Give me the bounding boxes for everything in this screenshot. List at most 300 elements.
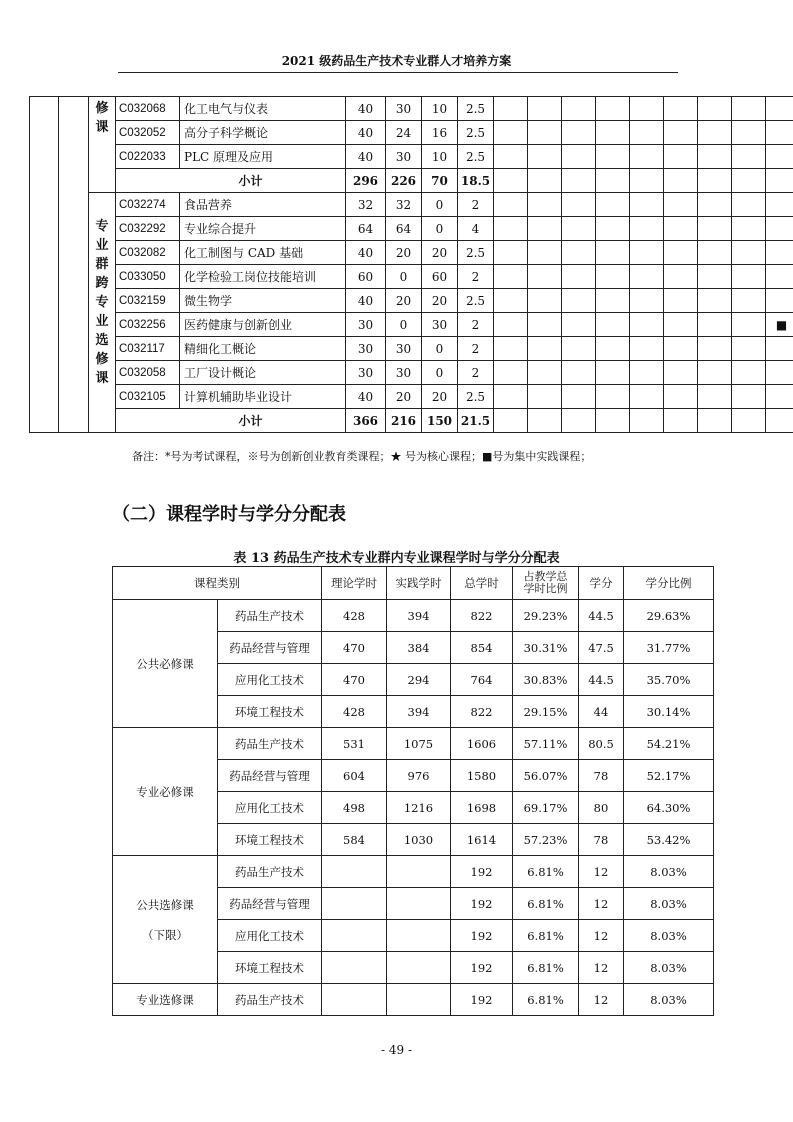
total-hours: 30: [346, 337, 386, 361]
practice-hours: 384: [387, 632, 451, 664]
semester-cell: [630, 169, 664, 193]
major-name: 应用化工技术: [218, 664, 322, 696]
header-category: 课程类别: [113, 567, 322, 600]
semester-cell: [494, 217, 528, 241]
semester-cell: [494, 289, 528, 313]
subtotal-total: 366: [346, 409, 386, 433]
theory-hours: 428: [322, 696, 387, 728]
hours-ratio: 29.23%: [513, 600, 579, 632]
semester-cell: [562, 193, 596, 217]
semester-cell: [494, 145, 528, 169]
total-hours: 1614: [451, 824, 513, 856]
semester-cell: [562, 265, 596, 289]
semester-cell: [698, 169, 732, 193]
hours-ratio: 57.23%: [513, 824, 579, 856]
major-name: 药品生产技术: [218, 856, 322, 888]
semester-cell: [528, 289, 562, 313]
semester-cell: [732, 217, 766, 241]
mark-cell: [766, 193, 793, 217]
total-hours: 32: [346, 193, 386, 217]
course-row: [30, 361, 793, 385]
practice-hours: 20: [422, 241, 458, 265]
mark-cell: [766, 337, 793, 361]
semester-cell: [664, 313, 698, 337]
course-row: [30, 145, 793, 169]
semester-cell: [528, 409, 562, 433]
semester-cell: [562, 409, 596, 433]
semester-cell: [630, 337, 664, 361]
credit: 12: [579, 920, 624, 952]
theory-hours: 24: [386, 121, 422, 145]
course-name: 化学检验工岗位技能培训: [180, 265, 346, 289]
semester-cell: [630, 361, 664, 385]
hours-ratio: 6.81%: [513, 888, 579, 920]
semester-cell: [698, 289, 732, 313]
semester-cell: [698, 145, 732, 169]
course-code: C033050: [116, 265, 180, 289]
semester-cell: [698, 217, 732, 241]
semester-cell: [732, 289, 766, 313]
semester-cell: [596, 289, 630, 313]
major-name: 药品经营与管理: [218, 888, 322, 920]
semester-cell: [596, 409, 630, 433]
theory-hours: [322, 888, 387, 920]
course-code: C032082: [116, 241, 180, 265]
major-name: 药品经营与管理: [218, 760, 322, 792]
semester-cell: [596, 193, 630, 217]
mark-cell: [766, 217, 793, 241]
course-category-name: 公共必修课: [136, 656, 194, 671]
course-category: [113, 856, 218, 984]
total-hours: 40: [346, 97, 386, 121]
distribution-row: [113, 984, 714, 1016]
semester-cell: [562, 169, 596, 193]
total-hours: 192: [451, 856, 513, 888]
subtotal-practice: 150: [422, 409, 458, 433]
practice-hours: 1216: [387, 792, 451, 824]
theory-hours: 0: [386, 265, 422, 289]
total-hours: 822: [451, 600, 513, 632]
theory-hours: 32: [386, 193, 422, 217]
semester-cell: [630, 121, 664, 145]
semester-cell: [698, 241, 732, 265]
major-name: 药品生产技术: [218, 984, 322, 1016]
course-category-name: 公共选修课: [136, 897, 194, 912]
semester-cell: [596, 97, 630, 121]
semester-cell: [664, 385, 698, 409]
major-name: 药品生产技术: [218, 600, 322, 632]
course-name: 高分子科学概论: [180, 121, 346, 145]
semester-cell: [596, 145, 630, 169]
header-credit-ratio: 学分比例: [624, 567, 714, 600]
course-category: [113, 728, 218, 856]
semester-cell: [494, 265, 528, 289]
credit: 44: [579, 696, 624, 728]
credit-ratio: 30.14%: [624, 696, 714, 728]
total-hours: 30: [346, 313, 386, 337]
total-hours: 192: [451, 952, 513, 984]
semester-cell: [528, 265, 562, 289]
major-name: 环境工程技术: [218, 696, 322, 728]
semester-cell: [698, 385, 732, 409]
semester-cell: [766, 409, 793, 433]
course-category-name: 专业选修课: [136, 992, 194, 1007]
table-caption: 表 13 药品生产技术专业群内专业课程学时与学分分配表: [233, 551, 560, 566]
credit: 2.5: [458, 145, 494, 169]
credit: 80: [579, 792, 624, 824]
course-name: 化工制图与 CAD 基础: [180, 241, 346, 265]
hours-ratio: 56.07%: [513, 760, 579, 792]
course-row: [30, 97, 793, 121]
credit: 78: [579, 824, 624, 856]
practice-hours: 20: [422, 385, 458, 409]
credit: 44.5: [579, 600, 624, 632]
credit-ratio: 8.03%: [624, 888, 714, 920]
header-ratio-line2: 学时比例: [523, 582, 568, 595]
hours-ratio: 57.11%: [513, 728, 579, 760]
mark-cell: [766, 289, 793, 313]
practice-hours: 30: [422, 313, 458, 337]
semester-cell: [528, 313, 562, 337]
credit-ratio: 52.17%: [624, 760, 714, 792]
semester-cell: [664, 169, 698, 193]
semester-cell: [528, 97, 562, 121]
course-code: C032068: [116, 97, 180, 121]
semester-cell: [698, 313, 732, 337]
major-name: 应用化工技术: [218, 920, 322, 952]
practice-hours: 0: [422, 193, 458, 217]
semester-cell: [562, 145, 596, 169]
credit: 2: [458, 265, 494, 289]
credit: 47.5: [579, 632, 624, 664]
semester-cell: [528, 361, 562, 385]
course-name: 计算机辅助毕业设计: [180, 385, 346, 409]
course-name: 精细化工概论: [180, 337, 346, 361]
semester-cell: [630, 265, 664, 289]
course-code: C022033: [116, 145, 180, 169]
semester-cell: [494, 97, 528, 121]
theory-hours: 64: [386, 217, 422, 241]
subtotal-theory: 216: [386, 409, 422, 433]
course-code: C032058: [116, 361, 180, 385]
header-credit: 学分: [579, 567, 624, 600]
semester-cell: [528, 385, 562, 409]
semester-cell: [732, 313, 766, 337]
category-col-2: [59, 97, 89, 433]
subtotal-theory: 226: [386, 169, 422, 193]
running-header: 2021 级药品生产技术专业群人才培养方案: [281, 54, 512, 68]
total-hours: 60: [346, 265, 386, 289]
semester-cell: [664, 337, 698, 361]
course-category: [113, 600, 218, 728]
semester-cell: [732, 385, 766, 409]
total-hours: 1606: [451, 728, 513, 760]
credit-ratio: 29.63%: [624, 600, 714, 632]
semester-cell: [494, 169, 528, 193]
semester-cell: [630, 313, 664, 337]
theory-hours: 0: [386, 313, 422, 337]
semester-cell: [596, 361, 630, 385]
semester-cell: [664, 241, 698, 265]
course-row: [30, 337, 793, 361]
credit: 12: [579, 984, 624, 1016]
hours-ratio: 6.81%: [513, 856, 579, 888]
hours-ratio: 6.81%: [513, 920, 579, 952]
hours-ratio: 6.81%: [513, 984, 579, 1016]
semester-cell: [732, 361, 766, 385]
course-name: 工厂设计概论: [180, 361, 346, 385]
semester-cell: [630, 217, 664, 241]
credit-ratio: 8.03%: [624, 952, 714, 984]
hours-ratio: 69.17%: [513, 792, 579, 824]
practice-hours: 394: [387, 600, 451, 632]
total-hours: 1698: [451, 792, 513, 824]
hours-credits-table: [112, 566, 714, 1016]
subtotal-credit: 18.5: [458, 169, 494, 193]
semester-cell: [732, 241, 766, 265]
theory-hours: 20: [386, 241, 422, 265]
total-hours: 822: [451, 696, 513, 728]
semester-cell: [698, 121, 732, 145]
course-name: PLC 原理及应用: [180, 145, 346, 169]
semester-cell: [562, 385, 596, 409]
theory-hours: [322, 856, 387, 888]
semester-cell: [664, 409, 698, 433]
practice-hours: 20: [422, 289, 458, 313]
semester-cell: [528, 169, 562, 193]
course-name: 专业综合提升: [180, 217, 346, 241]
theory-hours: 30: [386, 145, 422, 169]
practice-hours: 394: [387, 696, 451, 728]
semester-cell: [630, 409, 664, 433]
total-hours: 192: [451, 920, 513, 952]
credit: 2.5: [458, 385, 494, 409]
semester-cell: [732, 337, 766, 361]
credit: 2.5: [458, 121, 494, 145]
credit-ratio: 64.30%: [624, 792, 714, 824]
subtotal-label: 小计: [116, 169, 346, 193]
header-ratio: [513, 567, 579, 600]
subtotal-practice: 70: [422, 169, 458, 193]
page-number: - 49 -: [380, 1043, 412, 1057]
semester-cell: [596, 241, 630, 265]
semester-cell: [698, 265, 732, 289]
semester-cell: [596, 337, 630, 361]
mark-cell: [766, 361, 793, 385]
semester-cell: [698, 361, 732, 385]
semester-cell: [494, 193, 528, 217]
major-name: 环境工程技术: [218, 824, 322, 856]
course-code: C032274: [116, 193, 180, 217]
semester-cell: [732, 121, 766, 145]
mark-cell: [766, 385, 793, 409]
semester-cell: [562, 289, 596, 313]
theory-hours: 30: [386, 361, 422, 385]
practice-hours: 60: [422, 265, 458, 289]
credit: 44.5: [579, 664, 624, 696]
hours-ratio: 30.83%: [513, 664, 579, 696]
header-ratio-line1: 占教学总: [523, 570, 568, 583]
semester-cell: [596, 217, 630, 241]
mark-cell: [766, 241, 793, 265]
semester-cell: [528, 217, 562, 241]
semester-cell: [698, 193, 732, 217]
semester-cell: [732, 193, 766, 217]
total-hours: 30: [346, 361, 386, 385]
mark-cell: [766, 97, 793, 121]
distribution-row: [113, 856, 714, 888]
credit: 2: [458, 193, 494, 217]
theory-hours: 30: [386, 97, 422, 121]
credit-ratio: 35.70%: [624, 664, 714, 696]
semester-cell: [494, 241, 528, 265]
subtotal-row: [30, 409, 793, 433]
subtotal-row: [30, 169, 793, 193]
total-hours: 192: [451, 984, 513, 1016]
semester-cell: [732, 409, 766, 433]
semester-cell: [732, 265, 766, 289]
theory-hours: [322, 952, 387, 984]
total-hours: 40: [346, 385, 386, 409]
course-code: C032159: [116, 289, 180, 313]
course-list-table: [29, 96, 793, 433]
distribution-row: [113, 600, 714, 632]
category-col-1: [30, 97, 59, 433]
semester-cell: [664, 193, 698, 217]
course-code: C032105: [116, 385, 180, 409]
section-heading: （二）课程学时与学分分配表: [112, 504, 346, 525]
course-row: [30, 265, 793, 289]
practice-hours: [387, 952, 451, 984]
course-name: 医药健康与创新创业: [180, 313, 346, 337]
semester-cell: [562, 361, 596, 385]
practice-hours: 1075: [387, 728, 451, 760]
credit: 4: [458, 217, 494, 241]
total-hours: 40: [346, 121, 386, 145]
table-header-row: [113, 567, 714, 600]
credit-ratio: 31.77%: [624, 632, 714, 664]
semester-cell: [528, 337, 562, 361]
semester-cell: [630, 145, 664, 169]
semester-cell: [494, 337, 528, 361]
practice-hours: 294: [387, 664, 451, 696]
semester-cell: [596, 121, 630, 145]
credit-ratio: 8.03%: [624, 920, 714, 952]
practice-hours: 10: [422, 97, 458, 121]
course-name: 微生物学: [180, 289, 346, 313]
course-name: 食品营养: [180, 193, 346, 217]
course-category-name: 专业必修课: [136, 784, 194, 799]
semester-cell: [664, 361, 698, 385]
course-row: [30, 313, 793, 337]
semester-cell: [494, 313, 528, 337]
header-rule: [118, 72, 678, 73]
course-row: [30, 241, 793, 265]
major-name: 应用化工技术: [218, 792, 322, 824]
semester-cell: [562, 241, 596, 265]
mark-cell: [766, 121, 793, 145]
practice-hours: [387, 920, 451, 952]
semester-cell: [494, 409, 528, 433]
semester-cell: [562, 97, 596, 121]
semester-cell: [732, 97, 766, 121]
semester-cell: [596, 385, 630, 409]
semester-cell: [630, 193, 664, 217]
credit: 78: [579, 760, 624, 792]
semester-cell: [630, 241, 664, 265]
theory-hours: [322, 984, 387, 1016]
semester-cell: [630, 97, 664, 121]
semester-cell: [528, 193, 562, 217]
total-hours: 40: [346, 145, 386, 169]
credit: 2.5: [458, 97, 494, 121]
course-row: [30, 385, 793, 409]
header-total: 总学时: [451, 567, 513, 600]
course-row: [30, 289, 793, 313]
semester-cell: [732, 145, 766, 169]
practice-hours: 0: [422, 361, 458, 385]
semester-cell: [562, 313, 596, 337]
hours-ratio: 29.15%: [513, 696, 579, 728]
course-code: C032256: [116, 313, 180, 337]
course-code: C032052: [116, 121, 180, 145]
theory-hours: 470: [322, 664, 387, 696]
semester-cell: [562, 121, 596, 145]
course-row: [30, 193, 793, 217]
mark-cell: [766, 145, 793, 169]
practice-hours: 976: [387, 760, 451, 792]
semester-cell: [494, 121, 528, 145]
credit: 2: [458, 313, 494, 337]
credit-ratio: 54.21%: [624, 728, 714, 760]
semester-cell: [664, 145, 698, 169]
semester-cell: [664, 97, 698, 121]
hours-ratio: 30.31%: [513, 632, 579, 664]
credit: 12: [579, 856, 624, 888]
theory-hours: 604: [322, 760, 387, 792]
semester-cell: [528, 241, 562, 265]
credit: 2.5: [458, 241, 494, 265]
total-hours: 854: [451, 632, 513, 664]
theory-hours: [322, 920, 387, 952]
major-name: 药品生产技术: [218, 728, 322, 760]
practice-hours: [387, 984, 451, 1016]
semester-cell: [732, 169, 766, 193]
subtotal-total: 296: [346, 169, 386, 193]
hours-ratio: 6.81%: [513, 952, 579, 984]
course-name: 化工电气与仪表: [180, 97, 346, 121]
credit-ratio: 8.03%: [624, 856, 714, 888]
group-label: 修 课: [89, 97, 116, 193]
total-hours: 40: [346, 289, 386, 313]
credit: 2: [458, 361, 494, 385]
practice-hours: 0: [422, 217, 458, 241]
theory-hours: 470: [322, 632, 387, 664]
theory-hours: 20: [386, 385, 422, 409]
total-hours: 192: [451, 888, 513, 920]
course-row: [30, 121, 793, 145]
practice-hours: 10: [422, 145, 458, 169]
course-row: [30, 217, 793, 241]
course-code: C032117: [116, 337, 180, 361]
mark-cell: [766, 265, 793, 289]
semester-cell: [664, 289, 698, 313]
total-hours: 1580: [451, 760, 513, 792]
course-category: [113, 984, 218, 1016]
credit: 2.5: [458, 289, 494, 313]
semester-cell: [664, 121, 698, 145]
group-label: 专 业 群 跨 专 业 选 修 课: [89, 193, 116, 433]
